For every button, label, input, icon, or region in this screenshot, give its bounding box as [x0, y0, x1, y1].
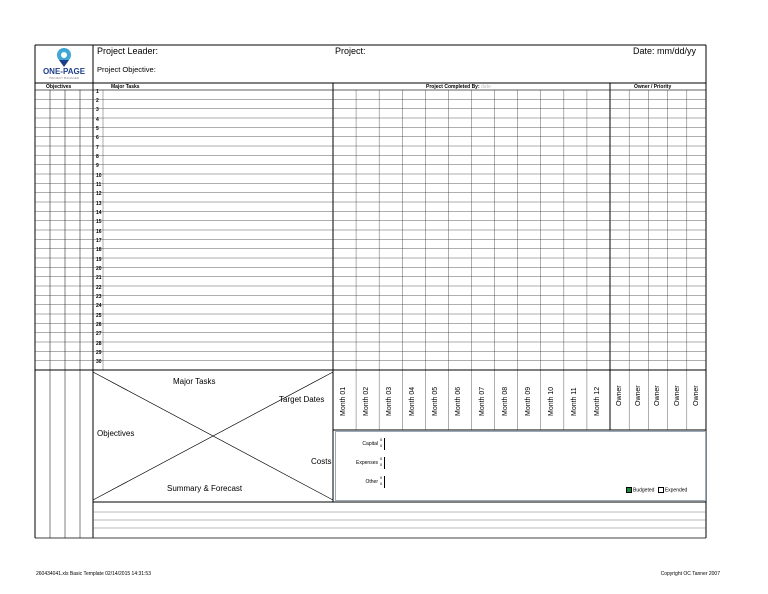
month-label: Month 05: [432, 386, 440, 416]
task-row-number: 16: [96, 228, 102, 235]
cost-axis-tick: 0: [380, 443, 383, 448]
task-row-number: 27: [96, 331, 102, 338]
task-row-number: 1: [96, 88, 99, 95]
matrix-summary-forecast: Summary & Forecast: [167, 484, 243, 493]
cost-axis-tick: 0: [380, 462, 383, 467]
task-row-number: 14: [96, 209, 102, 216]
task-row-number: 18: [96, 247, 102, 254]
task-row-number: 7: [96, 144, 99, 151]
task-row-number: 12: [96, 191, 102, 198]
cost-axis-tick: 0: [380, 481, 383, 486]
task-row-number: 22: [96, 284, 102, 291]
month-label: Month 11: [570, 387, 578, 416]
task-row-number: 3: [96, 107, 99, 114]
task-row-number: 25: [96, 312, 102, 319]
project-objective-label: Project Objective:: [97, 65, 156, 74]
month-label: Month 07: [478, 386, 486, 416]
task-row-number: 10: [96, 172, 102, 179]
task-row-number: 13: [96, 200, 102, 207]
owner-label: Owner: [635, 385, 643, 406]
task-row-number: 26: [96, 321, 102, 328]
footer-file-info: 260434041.xls Basic Template 02/14/2015 14:31:53: [36, 571, 151, 577]
date-label: Date: mm/dd/yy: [633, 46, 697, 56]
matrix-costs: Costs: [311, 457, 332, 466]
task-row-number: 9: [96, 163, 99, 170]
task-row-number: 19: [96, 256, 102, 263]
month-label: Month 09: [524, 386, 532, 416]
task-row-number: 20: [96, 265, 102, 272]
logo-text: ONE-PAGE: [42, 67, 86, 76]
task-row-number: 29: [96, 349, 102, 356]
task-row-number: 6: [96, 135, 99, 142]
owner-label: Owner: [654, 385, 662, 406]
footer-copyright: Copyright OC Tanner 2007: [660, 571, 720, 577]
month-label: Month 12: [593, 386, 601, 416]
owner-label: Owner: [692, 385, 700, 406]
expended-swatch: [658, 487, 664, 493]
month-label: Month 08: [501, 386, 509, 416]
task-row-number: 4: [96, 116, 99, 123]
project-leader-label: Project Leader:: [97, 46, 159, 56]
month-label: Month 06: [455, 386, 463, 416]
task-row-number: 5: [96, 125, 99, 132]
cost-axis: [384, 457, 385, 469]
month-label: Month 10: [547, 386, 555, 416]
cost-row-label: Capital: [362, 441, 378, 447]
matrix-target-dates: Target Dates: [279, 395, 325, 404]
legend-budgeted: Budgeted: [633, 487, 655, 494]
task-row-number: 11: [96, 181, 102, 188]
costs-legend: [626, 487, 687, 493]
task-row-number: 21: [96, 275, 102, 282]
task-row-number: 30: [96, 359, 102, 366]
logo-subtext: PROJECT MANAGER: [49, 76, 79, 80]
matrix-objectives: Objectives: [97, 429, 135, 438]
cost-axis: [384, 476, 385, 488]
cost-axis-tick: 0: [380, 456, 383, 461]
matrix-major-tasks: Major Tasks: [173, 377, 216, 386]
task-row-number: 8: [96, 153, 99, 160]
task-row-number: 2: [96, 97, 99, 104]
task-row-number: 17: [96, 237, 102, 244]
project-completed-label: Project Completed By:: [426, 84, 480, 90]
objectives-header: Objectives: [46, 84, 72, 90]
owner-label: Owner: [616, 385, 623, 406]
legend-expended: Expended: [664, 487, 688, 494]
task-row-number: 24: [96, 303, 102, 310]
month-label: Month 02: [363, 386, 371, 416]
owner-priority-header: Owner / Priority: [634, 84, 672, 90]
month-label: Month 04: [409, 386, 417, 416]
month-label: Month 01: [340, 386, 347, 416]
cost-row-label: Other: [365, 479, 378, 485]
major-tasks-header: Major Tasks: [111, 84, 140, 90]
cost-row-label: Expenses: [356, 460, 378, 466]
cost-axis-tick: 0: [380, 437, 383, 442]
project-label: Project:: [335, 46, 366, 56]
task-row-number: 23: [96, 293, 102, 300]
month-label: Month 03: [386, 386, 394, 416]
task-row-number: 15: [96, 219, 102, 226]
project-completed-date: date: [481, 84, 491, 90]
owner-label: Owner: [673, 385, 681, 406]
cost-axis-tick: 0: [380, 475, 383, 480]
budgeted-swatch: [626, 487, 632, 493]
task-row-number: 28: [96, 340, 102, 347]
cost-axis: [384, 438, 385, 450]
